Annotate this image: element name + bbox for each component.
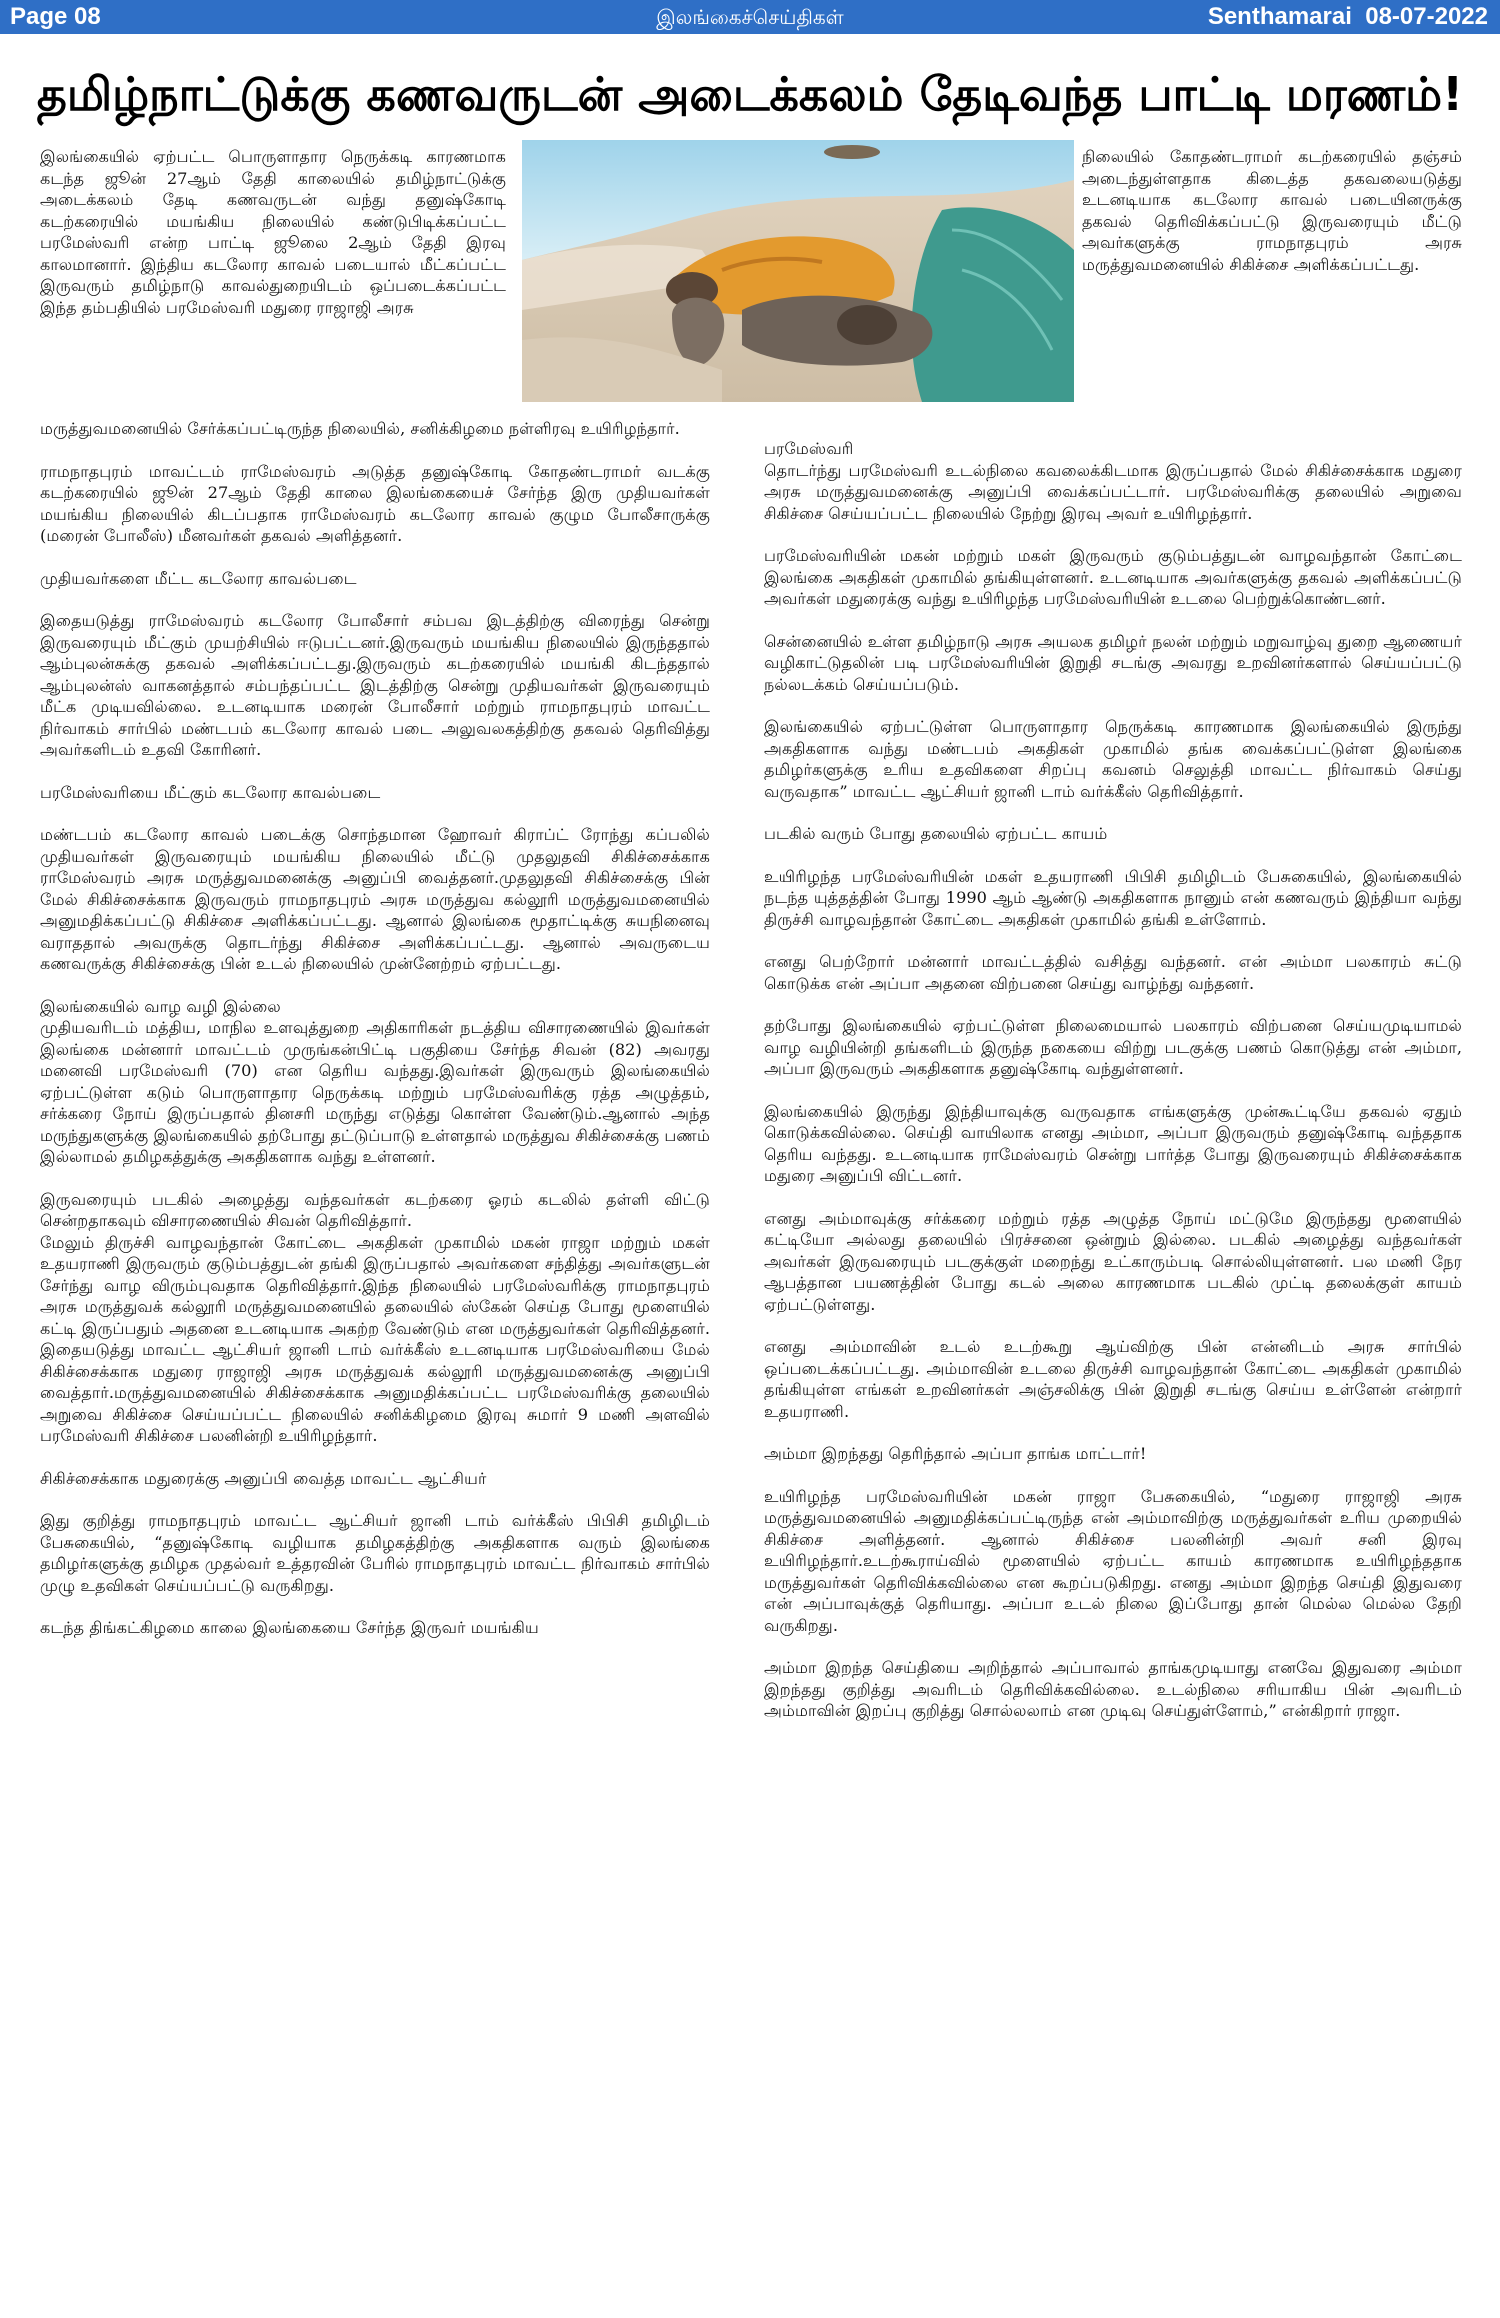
paragraph: உயிரிழந்த பரமேஸ்வரியின் மகன் ராஜா பேசுகையில், “மதுரை ராஜாஜி அரசு மருத்துவமனையில் அனுமதிக்கப்பட்டிருந்த என் அம்மாவிற்கு மருத்துவர்கள் உரிய முறையில் சிகிச்சை அளித்தனர். ஆனால் சிகிச்சை பலனின்றி அவர் சனி இரவு உயிரிழந்தார்.உடற்கூராய்வில் மூளையில் ஏற்பட்ட காயம் காரணமாக உயிரிழந்ததாக மருத்துவர்கள் தெரிவிக்கவில்லை என கூறப்படுகிறது. எனது அம்மா இறந்த செய்தி இதுவரை என் அப்பாவுக்குத் தெரியாது. அப்பா உடல் நிலை இப்போது தான் மெல்ல மெல்ல தேறி வருகிறது. (764, 1486, 1462, 1635)
paragraph: அம்மா இறந்த செய்தியை அறிந்தால் அப்பாவால் தாங்கமுடியாது எனவே இதுவரை அம்மா இறந்தது குறித்து அவரிடம் தெரிவிக்கவில்லை. உடல்நிலை சரியாகிய பின் அவரிடம் அம்மாவின் இறப்பு குறித்து சொல்லலாம் என முடிவு செய்துள்ளோம்,” என்கிறார் ராஜா. (764, 1658, 1462, 1720)
paragraph: இலங்கையில் இருந்து இந்தியாவுக்கு வருவதாக எங்களுக்கு முன்கூட்டியே தகவல் ஏதும் கொடுக்கவில்லை. செய்தி வாயிலாக எனது அம்மா, அப்பா இருவரும் தனுஷ்கோடி வந்ததாக தெரிய வந்தது. உடனடியாக ராமேஸ்வரம் சென்று பார்த்த போது இருவரையும் சிகிச்சைக்காக மதுரை அனுப்பி விட்டனர். (764, 1101, 1462, 1185)
paragraph: எனது பெற்றோர் மன்னார் மாவட்டத்தில் வசித்து வந்தனர். என் அம்மா பலகாரம் சுட்டு கொடுக்க என் அப்பா அதனை விற்பனை செய்து வாழ்ந்து வந்தனர். (764, 952, 1462, 993)
publication-name: Senthamarai (1207, 3, 1352, 30)
subheading: அம்மா இறந்தது தெரிந்தால் அப்பா தாங்க மாட்டார்! (764, 1444, 1147, 1463)
news-photo (522, 140, 1074, 402)
paragraph: இருவரையும் படகில் அழைத்து வந்தவர்கள் கடற்கரை ஓரம் கடலில் தள்ளி விட்டு சென்றதாகவும் விசாரணையில் சிவன் தெரிவித்தார். (40, 1189, 710, 1230)
paragraph: எனது அம்மாவின் உடல் உடற்கூறு ஆய்விற்கு பின் என்னிடம் அரசு சார்பில் ஒப்படைக்கப்பட்டது. அம்மாவின் உடலை திருச்சி வாழவந்தான் கோட்டை அகதிகள் முகாமில் தங்கியுள்ள எங்கள் உறவினர்கள் அஞ்சலிக்கு பின் இறுதி சடங்கு செய்ய உள்ளேன் என்றார் உதயராணி. (764, 1337, 1462, 1421)
subheading: படகில் வரும் போது தலையில் ஏற்பட்ட காயம் (764, 824, 1108, 843)
right-main-column (764, 438, 1462, 1743)
paragraph: மேலும் திருச்சி வாழவந்தான் கோட்டை அகதிகள் முகாமில் மகன் ராஜா மற்றும் மகள் உதயராணி இருவரும் குடும்பத்துடன் தங்கி இருப்பதால் அவர்களை சந்தித்து அவர்களுடன் சேர்ந்து வாழ விரும்புவதாக தெரிவித்தார்.இந்த நிலையில் பரமேஸ்வரிக்கு ராமநாதபுரம் அரசு மருத்துவக் கல்லூரி மருத்துவமனையில் தலையில் ஸ்கேன் செய்த போது மூளையில் கட்டி இருப்பதும் அதனை உடனடியாக அகற்ற வேண்டும் என மருத்துவர்கள் தெரிவித்தனர். இதையடுத்து மாவட்ட ஆட்சியர் ஜானி டாம் வர்க்கீஸ் உடனடியாக பரமேஸ்வரியை மேல் சிகிச்சைக்காக மதுரை ராஜாஜி அரசு மருத்துவக் கல்லூரி மருத்துவமனைக்கு அனுப்பி வைத்தார்.மருத்துவமனையில் சிகிச்சைக்காக அனுமதிக்கப்பட்ட பரமேஸ்வரிக்கு தலையில் அறுவை சிகிச்சை செய்யப்பட்ட நிலையில் சனிக்கிழமை இரவு சுமார் 9 மணி அளவில் பரமேஸ்வரி சிகிச்சை பலனின்றி உயிரிழந்தார். (40, 1232, 710, 1445)
paragraph: தொடர்ந்து பரமேஸ்வரி உடல்நிலை கவலைக்கிடமாக இருப்பதால் மேல் சிகிச்சைக்காக மதுரை அரசு மருத்துவமனைக்கு அனுப்பி வைக்கப்பட்டார். பரமேஸ்வரிக்கு தலையில் அறுவை சிகிச்சை செய்யப்பட்ட நிலையில் நேற்று இரவு அவர் உயிரிழந்தார். (764, 460, 1462, 523)
left-main-column (40, 418, 710, 1660)
paragraph: தற்போது இலங்கையில் ஏற்பட்டுள்ள நிலைமையால் பலகாரம் விற்பனை செய்யமுடியாமல் வாழ வழியின்றி தங்களிடம் இருந்த நகையை விற்று படகுக்கு பணம் கொடுத்து என் அம்மா, அப்பா இருவரும் அகதிகளாக தனுஷ்கோடி வந்துள்ளனர். (764, 1016, 1462, 1078)
subheading: இலங்கையில் வாழ வழி இல்லை (40, 996, 281, 1016)
section-title: இலங்கைச்செய்திகள் (656, 5, 844, 29)
paragraph: இலங்கையில் ஏற்பட்டுள்ள பொருளாதார நெருக்கடி காரணமாக இலங்கையில் இருந்து அகதிகளாக வந்து மண்டபம் அகதிகள் முகாமில் தங்க வைக்கப்பட்டுள்ள இலங்கை தமிழர்களுக்கு உரிய உதவிகளை சிறப்பு கவனம் செலுத்தி மாவட்ட நிர்வாகம் செய்து வருவதாக” மாவட்ட ஆட்சியர் ஜானி டாம் வர்க்கீஸ் தெரிவித்தார். (764, 717, 1462, 801)
right-top-column (1082, 146, 1462, 296)
paragraph: இதையடுத்து ராமேஸ்வரம் கடலோர போலீசார் சம்பவ இடத்திற்கு விரைந்து சென்று இருவரையும் மீட்கும் முயற்சியில் ஈடுபட்டனர்.இருவரும் மயங்கிய நிலையில் இருந்ததால் ஆம்புலன்சுக்கு தகவல் அளிக்கப்பட்டது.இருவரும் கடற்கரையில் மயங்கி கிடந்ததால் ஆம்புலன்ஸ் வாகனத்தால் சம்பந்தப்பட்ட இடத்திற்கு சென்று முதியவர்கள் இருவரையும் மீட்க முடியவில்லை. உடனடியாக மரைன் போலீசார் மற்றும் ராமநாதபுரம் மாவட்ட நிர்வாகம் சார்பில் மண்டபம் கடலோர காவல் படை அலுவலகத்திற்கு தகவல் தெரிவித்து அவர்களிடம் உதவி கோரினர். (40, 611, 710, 759)
subheading: பரமேஸ்வரியை மீட்கும் கடலோர காவல்படை (40, 782, 381, 802)
subheading: பரமேஸ்வரி (764, 439, 854, 458)
page-number: Page 08 (10, 3, 101, 30)
publication-date (1208, 0, 1488, 34)
issue-date: 08-07-2022 (1365, 3, 1488, 30)
paragraph: மண்டபம் கடலோர காவல் படைக்கு சொந்தமான ஹோவர் கிராப்ட் ரோந்து கப்பலில் முதியவர்கள் இருவரையும் மயங்கிய நிலையில் மீட்டு முதலுதவி சிகிச்சைக்காக ராமேஸ்வரம் அரசு மருத்துவமனைக்கு அனுப்பி வைத்தனர்.முதலுதவி சிகிச்சைக்கு பின் மேல் சிகிச்சைக்காக இருவரும் ராமநாதபுரம் அரசு மருத்துவ கல்லூரி மருத்துவமனையில் அனுமதிக்கப்பட்டு சிகிச்சை அளிக்கப்பட்டது. ஆனால் இலங்கை மூதாட்டிக்கு சுயநினைவு வராததால் அவருக்கு தொடர்ந்து சிகிச்சை அளிக்கப்பட்டது. ஆனால் அவருடைய கணவருக்கு சிகிச்சைக்கு பின் உடல் நிலையில் முன்னேற்றம் ஏற்பட்டது. (40, 825, 710, 973)
subheading: சிகிச்சைக்காக மதுரைக்கு அனுப்பி வைத்த மாவட்ட ஆட்சியர் (40, 1468, 487, 1488)
paragraph: மருத்துவமனையில் சேர்க்கப்பட்டிருந்த நிலையில், சனிக்கிழமை நள்ளிரவு உயிரிழந்தார். (40, 419, 680, 438)
lead-paragraph: இலங்கையில் ஏற்பட்ட பொருளாதார நெருக்கடி காரணமாக கடந்த ஜூன் 27ஆம் தேதி காலையில் தமிழ்நாட்டுக்கு அடைக்கலம் தேடி கணவருடன் வந்து தனுஷ்கோடி கடற்கரையில் மயங்கிய நிலையில் கண்டுபிடிக்கப்பட்ட பரமேஸ்வரி என்ற பாட்டி ஜூலை 2ஆம் தேதி இரவு காலமானார். இந்திய கடலோர காவல் படையால் மீட்கப்பட்ட இருவரும் தமிழ்நாடு காவல்துறையிடம் ஒப்படைக்கப்பட்ட இந்த தம்பதியில் பரமேஸ்வரி மதுரை ராஜாஜி அரசு (40, 147, 506, 317)
paragraph: உயிரிழந்த பரமேஸ்வரியின் மகள் உதயராணி பிபிசி தமிழிடம் பேசுகையில், இலங்கையில் நடந்த யுத்தத்தின் போது 1990 ஆம் ஆண்டு அகதிகளாக நானும் என் கணவரும் இந்தியா வந்து திருச்சி வாழவந்தான் கோட்டை அகதிகள் முகாமில் தங்கி உள்ளோம். (764, 866, 1462, 929)
paragraph: சென்னையில் உள்ள தமிழ்நாடு அரசு அயலக தமிழர் நலன் மற்றும் மறுவாழ்வு துறை ஆணையர் வழிகாட்டுதலின் படி பரமேஸ்வரியின் இறுதி சடங்கு அவரது உறவினர்களால் செய்யப்பட்டு நல்லடக்கம் செய்யப்படும். (764, 631, 1462, 694)
subheading: முதியவர்களை மீட்ட கடலோர காவல்படை (40, 568, 357, 588)
paragraph: இது குறித்து ராமநாதபுரம் மாவட்ட ஆட்சியர் ஜானி டாம் வர்க்கீஸ் பிபிசி தமிழிடம் பேசுகையில், “தனுஷ்கோடி வழியாக தமிழகத்திற்கு அகதிகளாக வரும் இலங்கை தமிழர்களுக்கு தமிழக முதல்வர் உத்தரவின் பேரில் ராமநாதபுரம் மாவட்ட நிர்வாகம் சார்பில் முழு உதவிகள் செய்யப்பட்டு வருகிறது. (40, 1511, 710, 1595)
left-top-column (40, 146, 506, 339)
page-header-bar (0, 0, 1500, 34)
right-lead-paragraph: நிலையில் கோதண்டராமர் கடற்கரையில் தஞ்சம் அடைந்துள்ளதாக கிடைத்த தகவலையடுத்து உடனடியாக கடலோர காவல் படையினருக்கு தகவல் தெரிவிக்கப்பட்டு இருவரையும் மீட்டு அவர்களுக்கு ராமநாதபுரம் அரசு மருத்துவமனையில் சிகிச்சை அளிக்கப்பட்டது. (1082, 147, 1462, 274)
paragraph: ராமநாதபுரம் மாவட்டம் ராமேஸ்வரம் அடுத்த தனுஷ்கோடி கோதண்டராமர் வடக்கு கடற்கரையில் ஜூன் 27ஆம் தேதி காலை இலங்கையைச் சேர்ந்த இரு முதியவர்கள் மயங்கிய நிலையில் கிடப்பதாக ராமேஸ்வரம் கடலோர காவல் குழும போலீசாருக்கு (மரைன் போலீஸ்) மீனவர்கள் தகவல் அளித்தனர். (40, 461, 710, 545)
headline: தமிழ்நாட்டுக்கு கணவருடன் அடைக்கலம் தேடிவந்த பாட்டி மரணம்! (36, 67, 1464, 121)
paragraph: எனது அம்மாவுக்கு சர்க்கரை மற்றும் ரத்த அழுத்த நோய் மட்டுமே இருந்தது மூளையில் கட்டியோ அல்லது தலையில் பிரச்சனை ஒன்றும் இல்லை. படகில் அழைத்து வந்தவர்கள் அவர்கள் இருவரையும் படகுக்குள் மறைந்து உட்காரும்படி சொல்லியுள்ளனர். பல மணி நேர ஆபத்தான பயணத்தின் போது கடல் அலை காரணமாக படகில் முட்டி தலைக்குள் காயம் ஏற்பட்டுள்ளது. (764, 1208, 1462, 1314)
paragraph: பரமேஸ்வரியின் மகன் மற்றும் மகள் இருவரும் குடும்பத்துடன் வாழவந்தான் கோட்டை இலங்கை அகதிகள் முகாமில் தங்கியுள்ளனர். உடனடியாக அவர்களுக்கு தகவல் அளிக்கப்பட்டு அவர்கள் மதுரைக்கு வந்து உயிரிழந்த பரமேஸ்வரியின் உடலை பெற்றுக்கொண்டனர். (764, 546, 1462, 608)
paragraph: கடந்த திங்கட்கிழமை காலை இலங்கையை சேர்ந்த இருவர் மயங்கிய (40, 1618, 539, 1637)
paragraph: முதியவரிடம் மத்திய, மாநில உளவுத்துறை அதிகாரிகள் நடத்திய விசாரணையில் இவர்கள் இலங்கை மன்னார் மாவட்டம் முருங்கன்பிட்டி பகுதியை சேர்ந்த சிவன் (82) அவரது மனைவி பரமேஸ்வரி (70) என தெரிய வந்தது.இவர்கள் இருவரும் இலங்கையில் ஏற்பட்டுள்ள கடும் பொருளாதார நெருக்கடி மற்றும் பரமேஸ்வரிக்கு ரத்த அழுத்தம், சர்க்கரை நோய் இருப்பதால் தினசரி மருந்து எடுத்து கொள்ள வேண்டும்.ஆனால் அந்த மருந்துகளுக்கு இலங்கையில் தற்போது தட்டுப்பாடு உள்ளதால் மருத்துவ சிகிச்சைக்கு பணம் இல்லாமல் தமிழகத்துக்கு அகதிகளாக வந்து உள்ளனர். (40, 1018, 710, 1166)
